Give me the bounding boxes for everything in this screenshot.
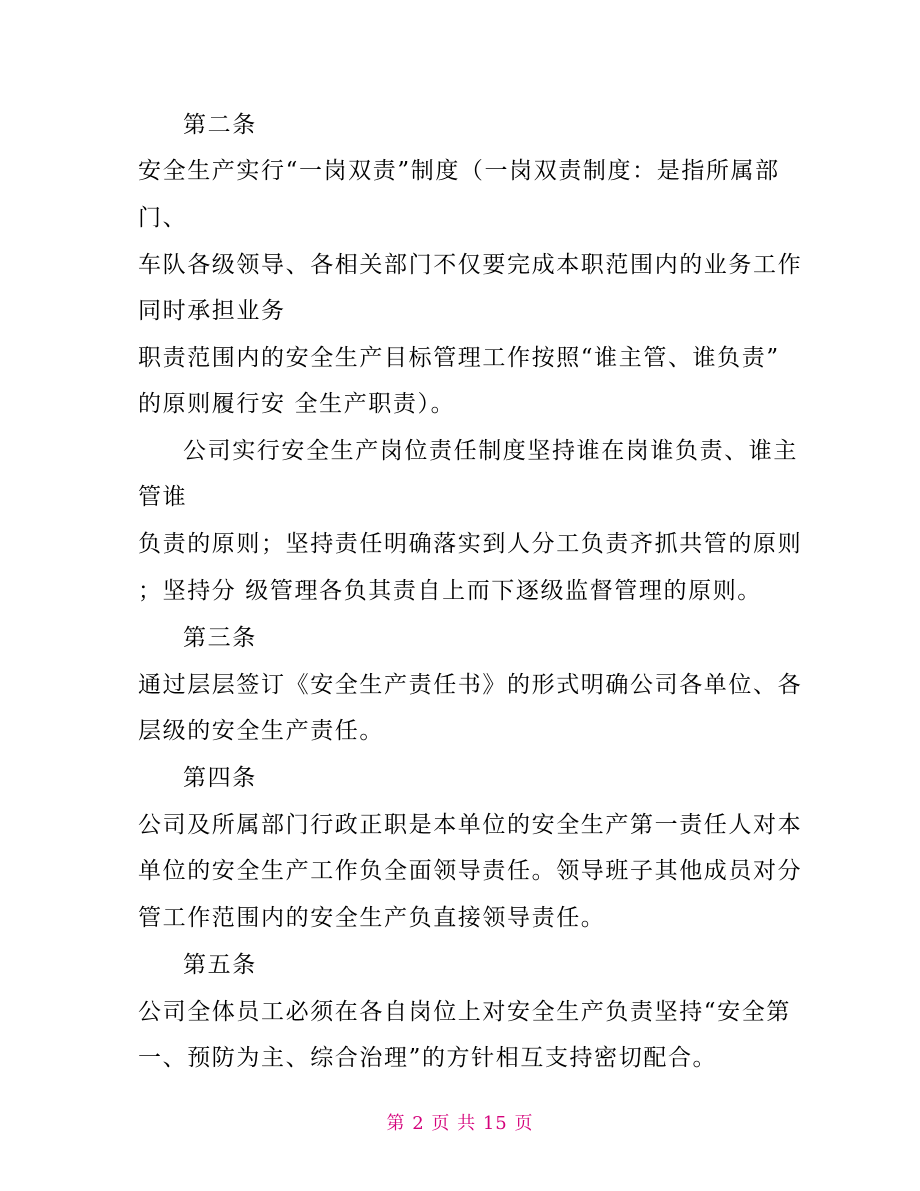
- paragraph-line: 管谁: [138, 484, 188, 510]
- paragraph-line: 车队各级领导、各相关部门不仅要完成本职范围内的业务工作: [138, 252, 803, 278]
- paragraph-line: ；坚持分 级管理各负其责自上而下逐级监督管理的原则。: [138, 578, 762, 604]
- page-number-footer: 第 2 页 共 15 页: [386, 1113, 534, 1134]
- paragraph-line: 通过层层签订《安全生产责任书》的形式明确公司各单位、各: [138, 672, 803, 698]
- paragraph-line: 门、: [138, 205, 188, 231]
- paragraph-line: 单位的安全生产工作负全面领导责任。领导班子其他成员对分: [138, 858, 803, 884]
- article-heading-4: 第四条: [183, 765, 257, 791]
- paragraph-line: 管工作范围内的安全生产负直接领导责任。: [138, 905, 606, 931]
- paragraph-line: 一、预防为主、综合治理”的方针相互支持密切配合。: [138, 1045, 718, 1071]
- paragraph-line: 公司全体员工必须在各自岗位上对安全生产负责坚持“安全第: [138, 999, 791, 1025]
- paragraph-line: 层级的安全生产责任。: [138, 718, 384, 744]
- paragraph-line: 同时承担业务: [138, 298, 286, 324]
- article-heading-5: 第五条: [183, 952, 257, 978]
- paragraph-line: 公司实行安全生产岗位责任制度坚持谁在岗谁负责、谁主: [183, 438, 798, 464]
- paragraph-line: 的原则履行安 全生产职责）。: [138, 391, 456, 417]
- paragraph-line: 安全生产实行“一岗双责”制度（一岗双责制度：是指所属部: [138, 158, 780, 184]
- paragraph-line: 公司及所属部门行政正职是本单位的安全生产第一责任人对本: [138, 812, 803, 838]
- article-heading-2: 第二条: [183, 112, 257, 138]
- paragraph-line: 职责范围内的安全生产目标管理工作按照“谁主管、谁负责”: [138, 345, 780, 371]
- article-heading-3: 第三条: [183, 625, 257, 651]
- paragraph-line: 负责的原则；坚持责任明确落实到人分工负责齐抓共管的原则: [138, 531, 803, 557]
